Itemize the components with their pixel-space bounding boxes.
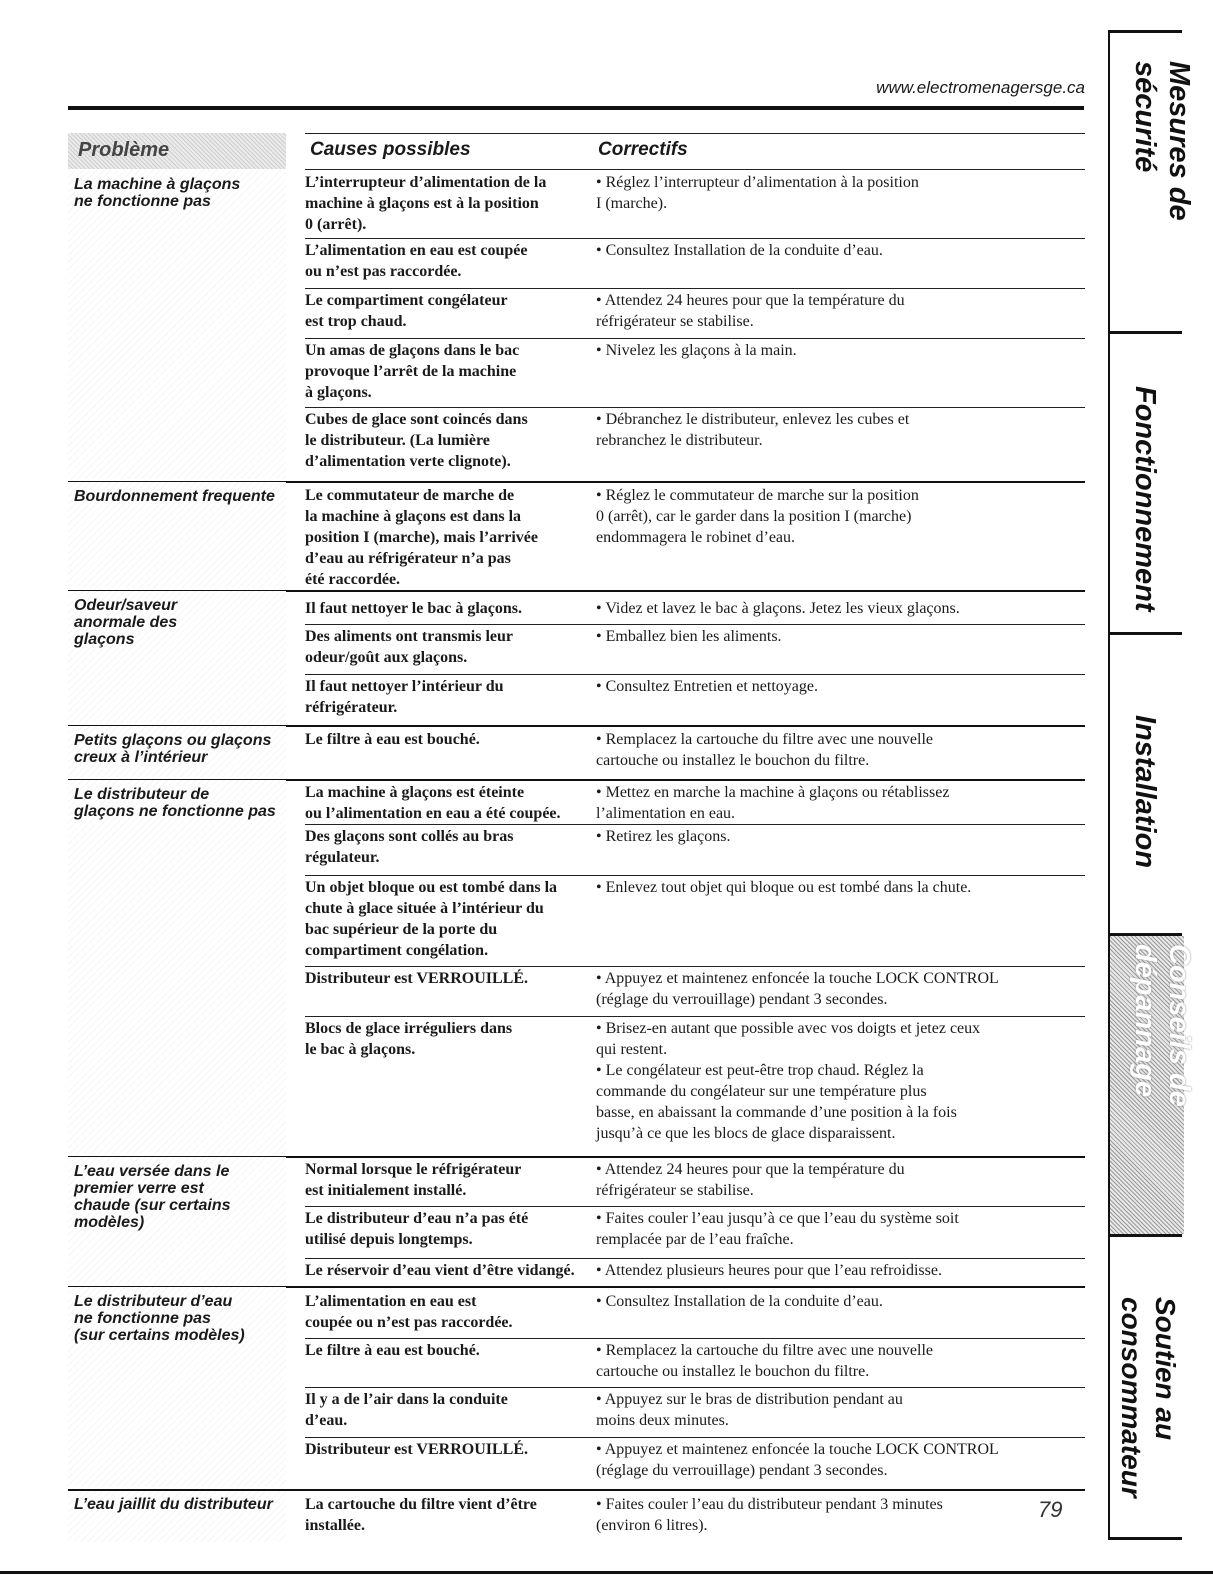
row-divider (305, 966, 1085, 967)
fix-text: • Appuyez sur le bras de distribution pendant au moins deux minutes. (596, 1391, 903, 1429)
cause-text: L’interrupteur d’alimentation de la machine à glaçons est à la position 0 (arrêt). (305, 174, 547, 233)
fix-text: • Enlevez tout objet qui bloque ou est tombé dans la chute. (596, 879, 972, 896)
row-divider (305, 407, 1085, 408)
cause-text: Le commutateur de marche de la machine à glaçons est dans la position I (marche), mais l’arrivée d’eau au réfrigérateur n’a pas été raccordée. (305, 487, 538, 588)
problem-label: Odeur/saveur anormale des glaçons (74, 597, 178, 648)
row-divider (305, 875, 1085, 876)
header-top-line (305, 133, 1085, 134)
fix-text: • Remplacez la cartouche du filtre avec une nouvelle cartouche ou installez le bouchon du filtre. (596, 731, 933, 769)
tab-separator (1108, 1537, 1182, 1540)
fix-text: • Remplacez la cartouche du filtre avec une nouvelle cartouche ou installez le bouchon du filtre. (596, 1342, 933, 1380)
cause-text: Il faut nettoyer le bac à glaçons. (305, 600, 523, 617)
problem-label: Petits glaçons ou glaçons creux à l’intérieur (74, 732, 272, 766)
row-divider (305, 624, 1085, 625)
row-divider (305, 1338, 1085, 1339)
cause-text: L’alimentation en eau est coupée ou n’est pas raccordée. (305, 242, 528, 280)
cause-text: Distributeur est VERROUILLÉ. (305, 1441, 528, 1458)
row-divider (305, 1387, 1085, 1388)
row-divider (305, 1258, 1085, 1259)
fix-text: • Consultez Entretien et nettoyage. (596, 678, 818, 695)
problem-label: La machine à glaçons ne fonctionne pas (74, 176, 241, 210)
fix-text: • Emballez bien les aliments. (596, 628, 782, 645)
fix-text: • Réglez l’interrupteur d’alimentation à la position I (marche). (596, 174, 919, 212)
fix-text: • Réglez le commutateur de marche sur la position 0 (arrêt), car le garder dans la position I (marche) endommagera le robinet d’eau. (596, 487, 919, 546)
cause-text: Le distributeur d’eau n’a pas été utilisé depuis longtemps. (305, 1210, 529, 1248)
problem-label: Bourdonnement frequente (74, 488, 275, 505)
section-divider (68, 1489, 1085, 1491)
tab-mesures-de-securite[interactable] (1108, 33, 1195, 331)
cause-text: Normal lorsque le réfrigérateur est initialement installé. (305, 1161, 522, 1199)
tab-label: Mesures de sécurité (1129, 61, 1195, 221)
fix-text: • Attendez plusieurs heures pour que l’eau refroidisse. (596, 1262, 942, 1279)
problem-cell (68, 170, 286, 479)
row-divider (305, 1437, 1085, 1438)
fix-text: • Appuyez et maintenez enfoncée la touche LOCK CONTROL (réglage du verrouillage) pendant 3 secondes. (596, 970, 999, 1008)
tab-label: Fonctionnement (1129, 386, 1161, 612)
cause-text: Des aliments ont transmis leur odeur/goût aux glaçons. (305, 628, 513, 666)
fix-text: • Faites couler l’eau du distributeur pendant 3 minutes (environ 6 litres). (596, 1496, 943, 1534)
problem-cell (68, 1157, 286, 1284)
fix-text: • Brisez-en autant que possible avec vos doigts et jetez ceux qui restent. • Le congélateur est peut-être trop chaud. Réglez la commande du congélateur sur une température plus basse, en abaissant la commande d’une position à la fois jusqu’à ce que les blocs de glace disparaissent. (596, 1020, 981, 1142)
row-divider (305, 338, 1085, 339)
tab-label: Soutien au consommateur (1116, 1297, 1181, 1498)
cause-text: Le filtre à eau est bouché. (305, 1342, 480, 1359)
problem-label: Le distributeur d’eau ne fonctionne pas (sur certains modèles) (74, 1293, 245, 1344)
tab-installation[interactable] (1108, 635, 1184, 933)
causes-column-header: Causes possibles (310, 139, 471, 160)
cause-text: Des glaçons sont collés au bras régulateur. (305, 828, 514, 866)
fix-text: • Nivelez les glaçons à la main. (596, 342, 797, 359)
cause-text: La machine à glaçons est éteinte ou l’alimentation en eau a été coupée. (305, 784, 561, 822)
cause-text: Le compartiment congélateur est trop chaud. (305, 292, 508, 330)
page-number: 79 (1038, 1497, 1063, 1522)
tab-label: Installation (1129, 715, 1161, 869)
fix-text: • Videz et lavez le bac à glaçons. Jetez les vieux glaçons. (596, 600, 960, 617)
header-bottom-line (305, 169, 1085, 170)
bottom-rule (0, 1571, 1213, 1574)
tab-conseils-de-depannage[interactable] (1108, 936, 1195, 1234)
problem-cell (68, 726, 286, 777)
header-rule (68, 106, 1084, 110)
problem-label: L’eau versée dans le premier verre est chaude (sur certains modèles) (74, 1163, 231, 1231)
row-divider (305, 824, 1085, 825)
cause-text: Blocs de glace irréguliers dans le bac à glaçons. (305, 1020, 513, 1058)
problem-cell (68, 1287, 286, 1487)
cause-text: Un amas de glaçons dans le bac provoque l’arrêt de la machine à glaçons. (305, 342, 520, 401)
fix-text: • Appuyez et maintenez enfoncée la touche LOCK CONTROL (réglage du verrouillage) pendant 3 secondes. (596, 1441, 999, 1479)
cause-text: Cubes de glace sont coincés dans le distributeur. (La lumière d’alimentation verte clignote). (305, 411, 528, 470)
cause-text: Distributeur est VERROUILLÉ. (305, 970, 528, 987)
problem-cell (68, 1490, 286, 1542)
tab-fonctionnement[interactable] (1108, 334, 1184, 632)
cause-text: Le filtre à eau est bouché. (305, 731, 480, 748)
fix-text: • Débranchez le distributeur, enlevez les cubes et rebranchez le distributeur. (596, 411, 910, 449)
fix-text: • Faites couler l’eau jusqu’à ce que l’eau du système soit remplacée par de l’eau fraîche. (596, 1210, 959, 1248)
fix-text: • Attendez 24 heures pour que la température du réfrigérateur se stabilise. (596, 1161, 905, 1199)
problem-column-header (68, 133, 286, 169)
fix-text: • Mettez en marche la machine à glaçons ou rétablissez l’alimentation en eau. (596, 784, 950, 822)
problem-cell (68, 780, 286, 1154)
website-url: www.electromenagersge.ca (876, 78, 1085, 97)
row-divider (305, 1206, 1085, 1207)
problem-label: L’eau jaillit du distributeur (74, 1496, 273, 1513)
cause-text: Il faut nettoyer l’intérieur du réfrigérateur. (305, 678, 504, 716)
fix-text: • Consultez Installation de la conduite d’eau. (596, 1293, 883, 1310)
cause-text: Il y a de l’air dans la conduite d’eau. (305, 1391, 508, 1429)
row-divider (305, 674, 1085, 675)
cause-text: Un objet bloque ou est tombé dans la chute à glace située à l’intérieur du bac supérieur de la porte du compartiment congélation. (305, 879, 558, 959)
fixes-column-header: Correctifs (598, 139, 688, 160)
row-divider (305, 1016, 1085, 1017)
cause-text: La cartouche du filtre vient d’être installée. (305, 1496, 537, 1534)
row-divider (305, 238, 1085, 239)
problem-cell (68, 482, 286, 588)
problem-label: Le distributeur de glaçons ne fonctionne pas (74, 786, 276, 820)
fix-text: • Attendez 24 heures pour que la température du réfrigérateur se stabilise. (596, 292, 905, 330)
tab-label: Conseils de dépannage (1129, 944, 1195, 1107)
fix-text: • Consultez Installation de la conduite d’eau. (596, 242, 883, 259)
tab-soutien-au-consommateur[interactable] (1108, 1237, 1184, 1537)
cause-text: L’alimentation en eau est coupée ou n’est pas raccordée. (305, 1293, 513, 1331)
problem-header-label: Problème (78, 139, 170, 161)
cause-text: Le réservoir d’eau vient d’être vidangé. (305, 1262, 575, 1279)
problem-cell (68, 591, 286, 723)
fix-text: • Retirez les glaçons. (596, 828, 731, 845)
row-divider (305, 288, 1085, 289)
